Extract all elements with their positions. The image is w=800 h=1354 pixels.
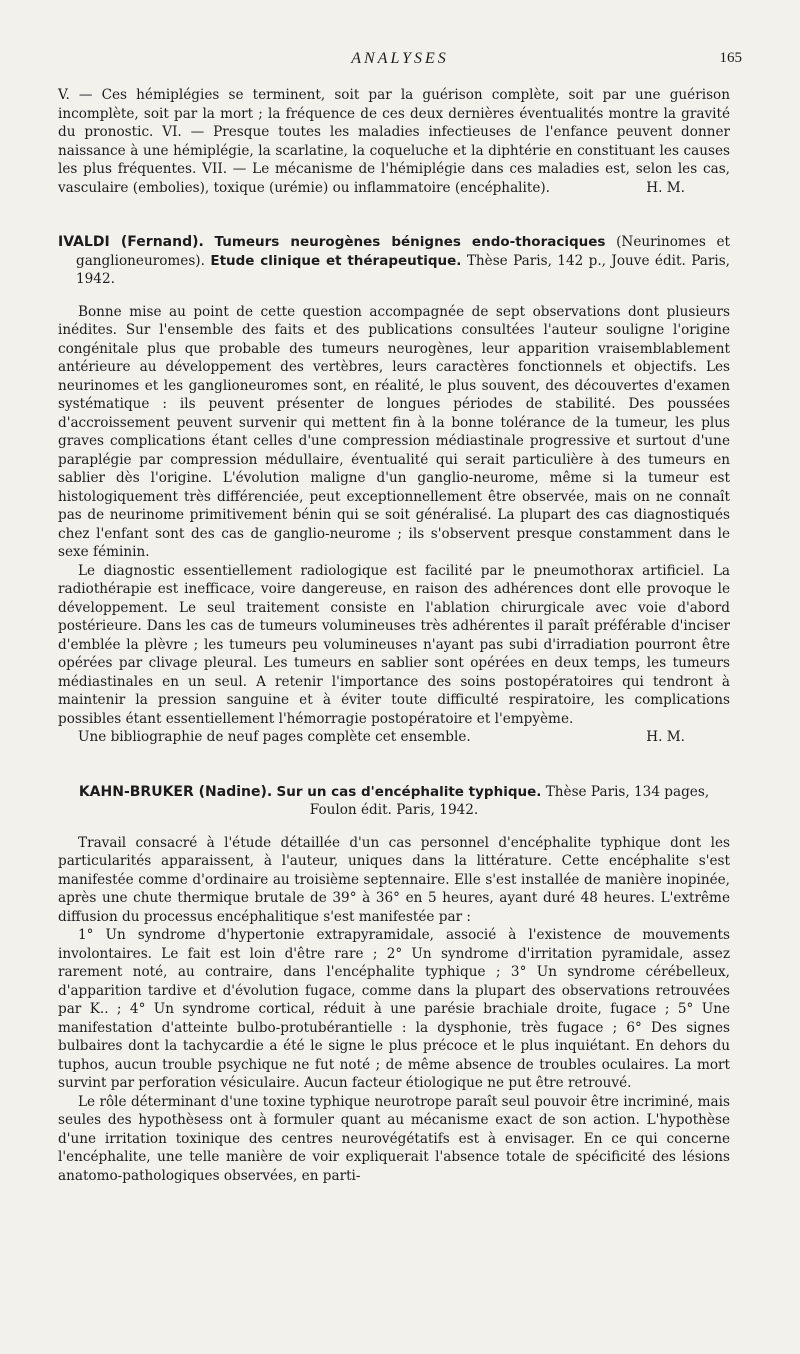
review-ivaldi-ref-2: Thèse Paris, 142 p., Jouve édit. Paris, 1942.	[76, 252, 731, 287]
review-ivaldi-author: IVALDI (Fernand).	[58, 234, 204, 250]
page-content	[58, 86, 730, 1185]
page-number: 165	[719, 50, 742, 66]
review-ivaldi-last-line	[58, 728, 730, 747]
review-ivaldi-ref-1: (Neurinomes et ganglioneuromes).	[76, 234, 730, 269]
review-kahn-title: Sur un cas d'encéphalite typhique.	[276, 783, 542, 800]
intro-paragraph	[58, 86, 730, 197]
review-ivaldi-signature: H. M.	[646, 729, 685, 745]
review-ivaldi-paragraph: Bonne mise au point de cette question accompagnée de sept observations dont plusieurs inédites. Sur l'ensemble des faits et des publications consultées l'auteur souligne l'origine congénitale plus que probable des tumeurs neurogènes, leur apparition vraisemblablement antérieure au développement des vertèbres, leurs caractères fonctionnels et objectifs. Les neurinomes et les ganglioneuromes sont, en réalité, le plus souvent, des découvertes d'examen systématique : ils peuvent présenter de longues périodes de stabilité. Des poussées d'accroissement peuvent survenir qui mettent fin à la bonne tolérance de la tumeur, les plus graves complications étant celles d'une compression médiastinale progressive et surtout d'une paraplégie par compression médullaire, éventualité qui serait particulière à des tumeurs en sablier dès l'origine. L'évolution maligne d'un ganglio-neurome, même si la tumeur est histologiquement très différenciée, peut exceptionnellement être observée, mais on ne connaît pas de neurinome primitivement bénin qui se soit généralisé. La plupart des cas diagnostiqués chez l'enfant sont des cas de ganglio-neurome ; ils s'observent presque constamment dans le sexe féminin.	[58, 303, 730, 560]
review-ivaldi-heading	[58, 233, 730, 289]
review-ivaldi-paragraph: Le diagnostic essentiellement radiologique est facilité par le pneumothorax artificiel. La radiothérapie est inefficace, voire dangereuse, en raison des adhérences dont elle provoque le développement. Le seul traitement consiste en l'ablation chirurgicale avec voie d'abord postérieure. Dans les cas de tumeurs volumineuses très adhérentes il paraît préférable d'inciser d'emblée la plèvre ; les tumeurs peu volumineuses n'ayant pas subi d'irradiation pourront être opérées par clivage pleural. Les tumeurs en sablier sont opérées en deux temps, les tumeurs médiastinales en un seul. A retenir l'importance des soins postopératoires qui tendront à maintenir la pression sanguine et à éviter toute difficulté respiratoire, les complications possibles étant essentiellement l'hémorragie postopératoire et l'empyème.	[58, 562, 730, 727]
review-ivaldi-title-1: Tumeurs neurogènes bénignes endo-thoraciques	[214, 234, 606, 250]
review-kahn-heading	[58, 783, 730, 820]
intro-text: V. — Ces hémiplégies se terminent, soit par la guérison complète, soit par une guérison incomplète, soit par la mort ; la fréquence de ces deux dernières éventualités montre la gravité du pronostic. VI. — Presque toutes les maladies infectieuses de l'enfance peuvent donner naissance à une hémiplégie, la scarlatine, la coqueluche et la diphtérie en constituant les causes les plus fréquentes. VII. — Le mécanisme de l'hémiplégie dans ces maladies est, selon les cas, vasculaire (embolies), toxique (urémie) ou inflammatoire (encéphalite).	[58, 87, 730, 196]
review-kahn-paragraph: Le rôle déterminant d'une toxine typhique neurotrope paraît seul pouvoir être incriminé, mais seules des hypothèsess ont à formuler quant au mécanisme exact de son action. L'hypothèse d'une irritation toxinique des centres neurovégétatifs est à envisager. En ce qui concerne l'encéphalite, une telle manière de voir expliquerait l'absence totale de spécificité des lésions anatomo-pathologiques observées, en parti-	[58, 1093, 730, 1184]
review-kahn-author: KAHN-BRUKER (Nadine).	[78, 783, 273, 800]
review-kahn-paragraph: 1° Un syndrome d'hypertonie extrapyramidale, associé à l'existence de mouvements involontaires. Le fait est loin d'être rare ; 2° Un syndrome d'irritation pyramidale, assez rarement noté, au contraire, dans l'encéphalite typhique ; 3° Un syndrome cérébelleux, d'apparition tardive et d'évolution fugace, comme dans la plupart des observations retrouvées par K.. ; 4° Un syndrome cortical, réduit à une parésie brachiale droite, fugace ; 5° Une manifestation d'atteinte bulbo-protubérantielle : la dysphonie, très fugace ; 6° Des signes bulbaires dont la tachycardie a été le signe le plus précoce et le plus inquiétant. En dehors du tuphos, aucun trouble psychique ne fut noté ; de même absence de troubles oculaires. La mort survint par perforation vésiculaire. Aucun facteur étiologique ne put être retrouvé.	[58, 927, 730, 1091]
review-kahn-ref: Thèse Paris, 134 pages, Foulon édit. Paris, 1942.	[309, 783, 710, 818]
review-kahn-paragraph: Travail consacré à l'étude détaillée d'un cas personnel d'encéphalite typhique dont les particularités apparaissent, à l'auteur, uniques dans la littérature. Cette encéphalite s'est manifestée comme d'ordinaire au troisième septennaire. Elle s'est installée de manière inopinée, après une chute thermique brutale de 39° à 36° en 5 heures, ayant duré 48 heures. L'extrême diffusion du processus encéphalitique s'est manifestée par :	[58, 834, 730, 925]
review-ivaldi-bibliography: Une bibliographie de neuf pages complète cet ensemble.	[78, 729, 471, 745]
review-ivaldi-title-2: Etude clinique et thérapeutique.	[210, 252, 462, 269]
intro-signature: H. M.	[646, 179, 685, 196]
page-header	[60, 50, 740, 72]
running-title: ANALYSES	[351, 50, 449, 67]
